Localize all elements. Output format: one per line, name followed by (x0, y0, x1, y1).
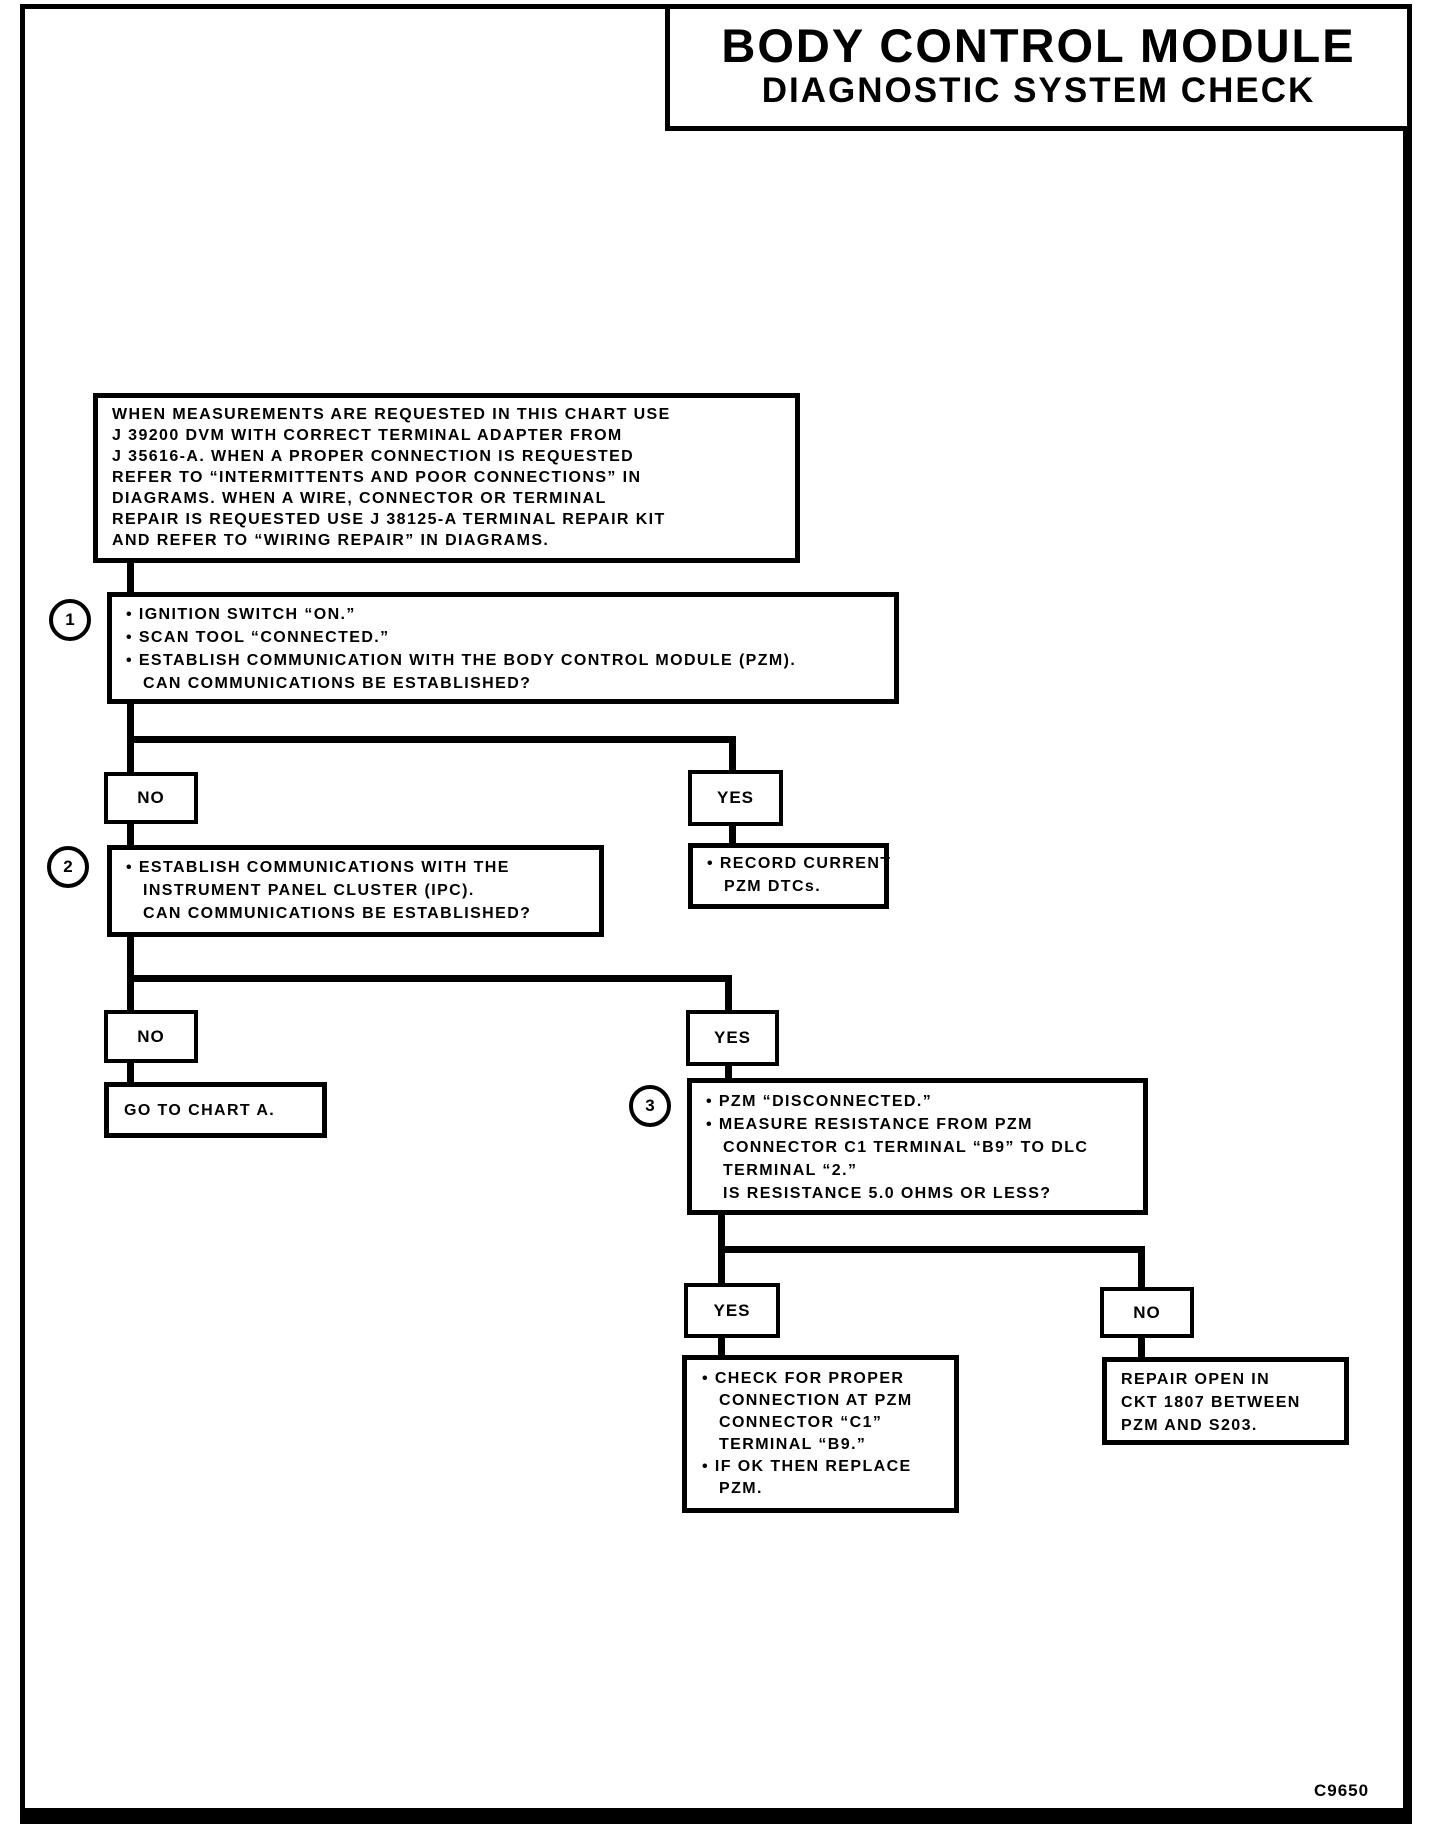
step-3-line: • MEASURE RESISTANCE FROM PZM (706, 1116, 1033, 1133)
branch-1-no-label: NO (137, 788, 165, 807)
connector-line (718, 1246, 1145, 1253)
note-box (93, 393, 800, 563)
branch-3-no-box (1100, 1287, 1194, 1338)
note-line: REFER TO “INTERMITTENTS AND POOR CONNECTIONS” IN (112, 469, 642, 486)
page-title: BODY CONTROL MODULE (721, 19, 1356, 72)
goto-chart-a-box (104, 1082, 327, 1138)
repair-open-line: PZM AND S203. (1121, 1417, 1258, 1434)
branch-3-yes-box (684, 1283, 780, 1338)
check-connection-line: CONNECTION AT PZM (719, 1392, 913, 1409)
check-connection-line: TERMINAL “B9.” (719, 1436, 867, 1453)
check-connection-line: CONNECTOR “C1” (719, 1414, 883, 1431)
repair-open-box (1102, 1357, 1349, 1445)
connector-line (127, 560, 134, 594)
title-box (665, 4, 1412, 131)
step-2-line: • ESTABLISH COMMUNICATIONS WITH THE (126, 859, 510, 876)
step-3-line: • PZM “DISCONNECTED.” (706, 1093, 933, 1110)
step-1-line: • ESTABLISH COMMUNICATION WITH THE BODY CONTROL MODULE (PZM). (126, 652, 797, 669)
connector-line (729, 824, 736, 845)
step-2-number: 2 (63, 857, 73, 876)
step-3-question: IS RESISTANCE 5.0 OHMS OR LESS? (723, 1185, 1052, 1202)
check-connection-line: PZM. (719, 1480, 763, 1497)
connector-line (718, 1336, 725, 1357)
figure-code: C9650 (1314, 1781, 1370, 1800)
connector-line (127, 975, 732, 982)
branch-2-yes-box (686, 1010, 779, 1066)
check-connection-box (682, 1355, 959, 1513)
step-3-badge (629, 1085, 671, 1127)
page-subtitle: DIAGNOSTIC SYSTEM CHECK (761, 71, 1316, 110)
branch-1-no-box (104, 772, 198, 824)
connector-line (127, 1061, 134, 1084)
connector-line (127, 935, 134, 1012)
note-line: J 35616-A. WHEN A PROPER CONNECTION IS REQUESTED (112, 448, 635, 465)
branch-1-yes-label: YES (716, 788, 755, 807)
connector-line (729, 736, 736, 772)
connector-line (725, 975, 732, 1012)
record-dtcs-box (688, 843, 892, 909)
branch-3-no-label: NO (1133, 1302, 1161, 1322)
step-2-line: INSTRUMENT PANEL CLUSTER (IPC). (143, 882, 475, 899)
step-1-line: • SCAN TOOL “CONNECTED.” (126, 629, 390, 646)
step-3-line: CONNECTOR C1 TERMINAL “B9” TO DLC (723, 1139, 1089, 1156)
repair-open-line: REPAIR OPEN IN (1121, 1371, 1271, 1388)
note-line: AND REFER TO “WIRING REPAIR” IN DIAGRAMS. (112, 532, 550, 549)
branch-1-yes-box (688, 770, 783, 826)
branch-2-no-box (104, 1010, 198, 1063)
note-line: DIAGRAMS. WHEN A WIRE, CONNECTOR OR TERMINAL (112, 490, 607, 507)
goto-chart-a-text: GO TO CHART A. (124, 1101, 276, 1119)
step-3-box (687, 1078, 1148, 1215)
step-2-question: CAN COMMUNICATIONS BE ESTABLISHED? (143, 905, 532, 922)
repair-open-line: CKT 1807 BETWEEN (1121, 1394, 1301, 1411)
branch-2-no-label: NO (137, 1026, 165, 1046)
check-connection-line: • CHECK FOR PROPER (702, 1370, 905, 1387)
step-3-number: 3 (645, 1096, 655, 1115)
connector-line (1138, 1246, 1145, 1289)
step-3-line: TERMINAL “2.” (723, 1162, 858, 1179)
connector-line (1138, 1336, 1145, 1359)
record-dtcs-line: PZM DTCs. (724, 878, 822, 895)
step-1-badge (49, 599, 91, 641)
connector-line (127, 822, 134, 847)
connector-line (127, 736, 736, 743)
record-dtcs-line: • RECORD CURRENT (707, 855, 892, 872)
step-1-number: 1 (65, 610, 75, 629)
note-line: WHEN MEASUREMENTS ARE REQUESTED IN THIS CHART USE (112, 406, 671, 423)
step-1-line: • IGNITION SWITCH “ON.” (126, 606, 356, 623)
note-line: REPAIR IS REQUESTED USE J 38125-A TERMINAL REPAIR KIT (112, 511, 666, 528)
branch-2-yes-label: YES (713, 1028, 752, 1047)
step-2-badge (47, 846, 89, 888)
step-2-box (107, 845, 604, 937)
note-line: J 39200 DVM WITH CORRECT TERMINAL ADAPTER FROM (112, 427, 623, 444)
check-connection-line: • IF OK THEN REPLACE (702, 1458, 912, 1475)
step-1-question: CAN COMMUNICATIONS BE ESTABLISHED? (143, 675, 532, 692)
step-1-box (107, 592, 899, 704)
branch-3-yes-label: YES (713, 1300, 751, 1320)
